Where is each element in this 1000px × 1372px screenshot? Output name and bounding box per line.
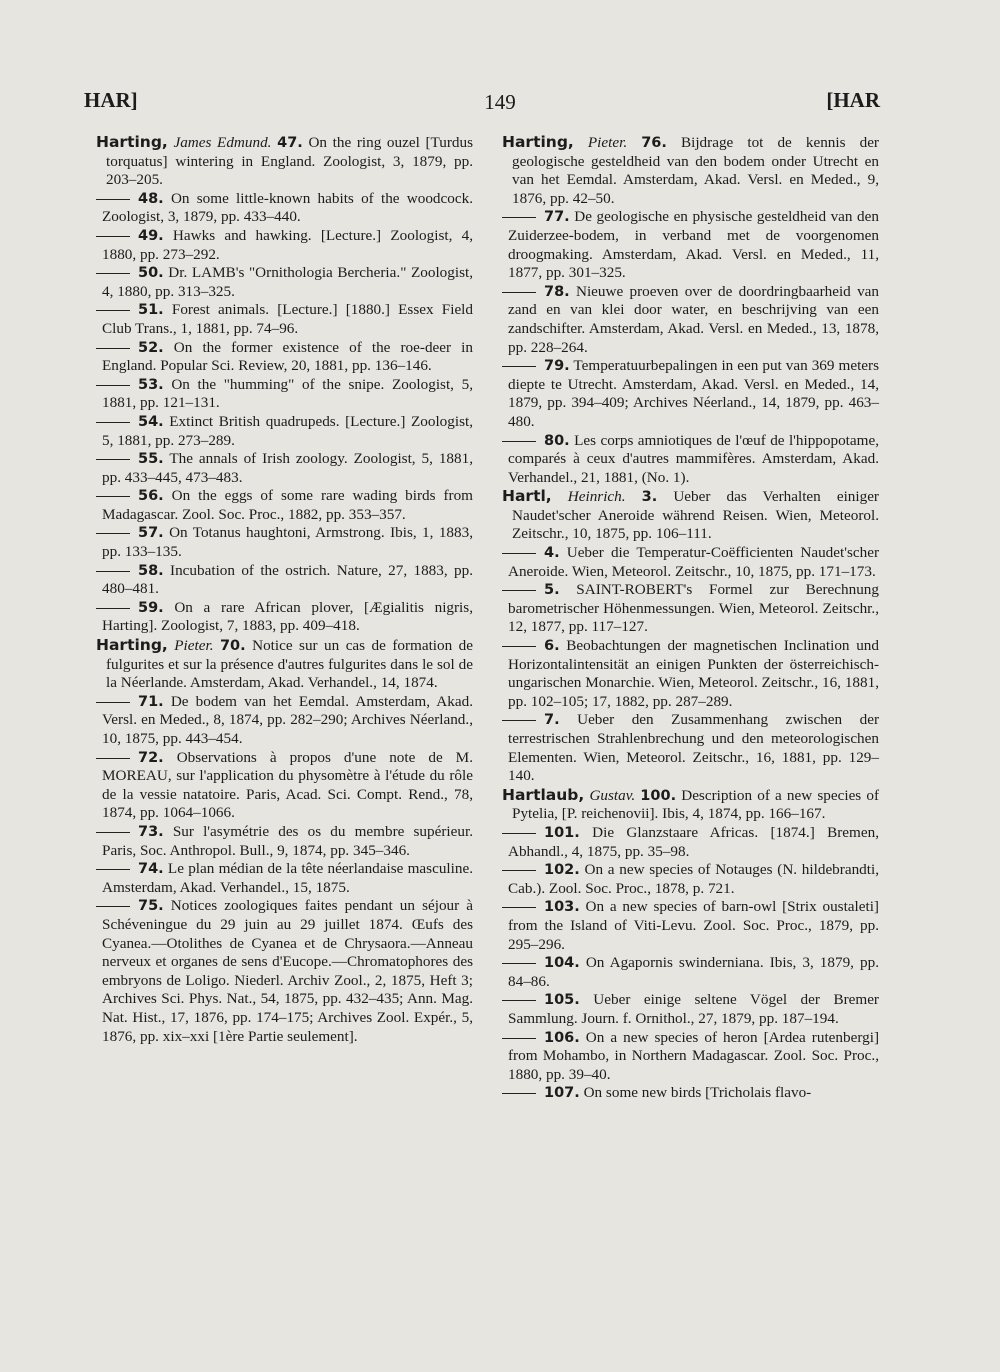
- entry-number: 49.: [138, 227, 164, 244]
- entry-number: 103.: [544, 899, 580, 916]
- entry-number: 47.: [277, 135, 303, 151]
- bibliography-entry: [96, 823, 473, 860]
- ditto-dash: [96, 236, 130, 237]
- entry-number: 80.: [544, 432, 570, 449]
- ditto-dash: [96, 459, 130, 460]
- entry-text: Notice sur un cas de formation de fulgurites et sur la présence d'autres fulgurites dans le sol de la Néerlande. Amsterdam, Akad. Verhandel., 14, 1874.: [106, 637, 473, 692]
- bibliography-entry: [96, 450, 473, 487]
- bibliography-entry: [502, 283, 879, 357]
- entry-number: 73.: [138, 823, 164, 840]
- bibliography-entry: [96, 190, 473, 227]
- entry-number: 105.: [544, 992, 580, 1009]
- entry-number: 6.: [544, 638, 560, 655]
- ditto-dash: [502, 870, 536, 871]
- author-entry: [502, 487, 879, 544]
- author-entry: [502, 786, 879, 824]
- entry-text: On a new species of Notauges (N. hildebrandti, Cab.). Zool. Soc. Proc., 1878, p. 721.: [508, 861, 879, 897]
- bibliography-entry: [502, 824, 879, 861]
- entry-number: 102.: [544, 862, 580, 879]
- bibliography-entry: [502, 898, 879, 954]
- entry-text: Hawks and hawking. [Lecture.] Zoologist, 4, 1880, pp. 273–292.: [102, 226, 473, 263]
- entry-number: 58.: [138, 562, 164, 579]
- entry-text: Le plan médian de la tête néerlandaise masculine. Amsterdam, Akad. Verhandel., 15, 1875.: [102, 860, 473, 896]
- entry-number: 79.: [544, 358, 570, 375]
- running-head-right: [HAR: [826, 88, 880, 112]
- bibliography-entry: [502, 861, 879, 898]
- entry-number: 59.: [138, 599, 164, 616]
- right-column: [502, 133, 879, 1103]
- entry-text: On the ring ouzel [Turdus torquatus] wintering in England. Zoologist, 3, 1879, pp. 203–205.: [106, 134, 474, 189]
- entry-text: Incubation of the ostrich. Nature, 27, 1883, pp. 480–481.: [102, 561, 473, 598]
- bibliography-entry: [96, 860, 473, 897]
- author-given-name: Pieter.: [587, 134, 628, 151]
- ditto-dash: [96, 496, 130, 497]
- page-number: 149: [484, 90, 516, 114]
- entry-text: On the eggs of some rare wading birds from Madagascar. Zool. Soc. Proc., 1882, pp. 353–357.: [102, 487, 473, 523]
- ditto-dash: [502, 292, 536, 293]
- bibliography-entry: [502, 432, 879, 488]
- bibliography-entry: [96, 227, 473, 264]
- entry-text: Bijdrage tot de kennis der geologische gesteldheid van den bodem onder Utrecht en van het Eemdal. Amsterdam, Akad. Versl. en Meded., 9, 1876, pp. 42–50.: [512, 134, 879, 207]
- entry-text: SAINT-ROBERT's Formel zur Berechnung barometrischer Höhenmessungen. Wien, Meteorol. Zeitschr., 12, 1877, pp. 117–127.: [508, 581, 879, 636]
- entry-number: 104.: [544, 955, 580, 972]
- bibliography-entry: [96, 376, 473, 413]
- running-head-left: HAR]: [84, 88, 138, 112]
- ditto-dash: [502, 646, 536, 647]
- entry-text: De geologische en physische gesteldheid van den Zuiderzee-bodem, in verband met de voorgenomen droogmaking. Amsterdam, Akad. Versl. en Meded., 11, 1877, pp. 301–325.: [508, 208, 879, 282]
- bibliography-entry: [96, 693, 473, 749]
- entry-text: On Agapornis swinderniana. Ibis, 3, 1879, pp. 84–86.: [508, 954, 879, 990]
- ditto-dash: [502, 1093, 536, 1094]
- bibliography-entry: [502, 357, 879, 431]
- author-entry: [502, 133, 879, 208]
- bibliography-entry: [96, 562, 473, 599]
- author-given-name: Heinrich.: [567, 488, 626, 506]
- left-column: [96, 133, 473, 1046]
- ditto-dash: [502, 907, 536, 908]
- entry-text: On a new species of barn-owl [Strix oustaleti] from the Island of Viti-Levu. Zool. Soc. Proc., 1879, pp. 295–296.: [508, 898, 879, 953]
- author-surname: Hartl,: [502, 487, 552, 506]
- entry-number: 51.: [138, 302, 164, 319]
- ditto-dash: [502, 217, 536, 218]
- ditto-dash: [96, 310, 130, 311]
- bibliography-entry: [502, 208, 879, 282]
- ditto-dash: [502, 1038, 536, 1039]
- bibliography-entry: [96, 524, 473, 561]
- entry-text: Ueber einige seltene Vögel der Bremer Sammlung. Journ. f. Ornithol., 27, 1879, pp. 187–194.: [508, 991, 879, 1027]
- entry-number: 52.: [138, 339, 164, 356]
- ditto-dash: [96, 273, 130, 274]
- bibliography-entry: [502, 544, 879, 581]
- author-entry: [96, 636, 473, 693]
- ditto-dash: [96, 702, 130, 703]
- entry-number: 101.: [544, 824, 580, 841]
- entry-number: 3.: [641, 489, 658, 506]
- entry-number: 53.: [138, 376, 164, 393]
- bibliography-entry: [96, 264, 473, 301]
- entry-text: Dr. LAMB's "Ornithologia Bercheria." Zoologist, 4, 1880, pp. 313–325.: [102, 264, 473, 300]
- bibliography-entry: [502, 581, 879, 637]
- entry-number: 57.: [138, 525, 164, 542]
- bibliography-entry: [96, 339, 473, 376]
- entry-text: On some little-known habits of the woodcock. Zoologist, 3, 1879, pp. 433–440.: [102, 189, 473, 226]
- entry-text: On a rare African plover, [Ægialitis nigris, Harting]. Zoologist, 7, 1883, pp. 409–418.: [102, 598, 473, 635]
- entry-number: 107.: [544, 1085, 580, 1102]
- entry-text: On a new species of heron [Ardea rutenbergi] from Mohambo, in Northern Madagascar. Zool. Soc. Proc., 1880, pp. 39–40.: [508, 1028, 879, 1083]
- author-surname: Hartlaub,: [502, 785, 585, 804]
- entry-number: 7.: [544, 712, 560, 729]
- ditto-dash: [96, 533, 130, 534]
- ditto-dash: [502, 963, 536, 964]
- entry-number: 5.: [544, 582, 560, 599]
- ditto-dash: [96, 385, 130, 386]
- ditto-dash: [502, 366, 536, 367]
- entry-text: On the "humming" of the snipe. Zoologist, 5, 1881, pp. 121–131.: [102, 375, 473, 412]
- entry-text: Temperatuurbepalingen in een put van 369 meters diepte te Utrecht. Amsterdam, Akad. Versl. en Meded., 14, 1879, pp. 394–409; Archives Néerland., 14, 1879, pp. 463–480.: [508, 357, 879, 430]
- entry-number: 76.: [641, 135, 667, 151]
- entry-text: Les corps amniotiques de l'œuf de l'hippopotame, comparés à ceux d'autres mammifères. Amsterdam, Akad. Verhandel., 21, 1881, (No. 1).: [508, 431, 879, 486]
- ditto-dash: [96, 758, 130, 759]
- author-entry: [96, 133, 473, 190]
- entry-number: 71.: [138, 693, 164, 710]
- bibliography-entry: [502, 1029, 879, 1085]
- bibliography-entry: [96, 301, 473, 338]
- entry-text: Ueber die Temperatur-Coëfficienten Naudet'scher Aneroide. Wien, Meteorol. Zeitschr., 10, 1875, pp. 171–173.: [508, 544, 879, 580]
- bibliography-entry: [96, 599, 473, 636]
- author-given-name: James Edmund.: [173, 134, 272, 151]
- entry-text: Ueber das Verhalten einiger Naudet'scher Aneroide während Reisen. Wien, Meteorol. Zeitschr., 10, 1875, pp. 106–111.: [512, 488, 879, 543]
- ditto-dash: [502, 1000, 536, 1001]
- entry-number: 106.: [544, 1029, 580, 1046]
- entry-number: 100.: [640, 787, 677, 804]
- entry-number: 78.: [544, 283, 570, 300]
- entry-number: 72.: [138, 749, 164, 766]
- ditto-dash: [502, 720, 536, 721]
- ditto-dash: [96, 832, 130, 833]
- entry-text: Description of a new species of Pytelia, [P. reichenovii]. Ibis, 4, 1874, pp. 166–167.: [512, 786, 880, 823]
- ditto-dash: [96, 608, 130, 609]
- ditto-dash: [96, 906, 130, 907]
- entry-text: On Totanus haughtoni, Armstrong. Ibis, 1, 1883, pp. 133–135.: [102, 524, 473, 561]
- bibliography-entry: [502, 991, 879, 1028]
- ditto-dash: [96, 348, 130, 349]
- entry-text: Forest animals. [Lecture.] [1880.] Essex Field Club Trans., 1, 1881, pp. 74–96.: [102, 301, 473, 337]
- bibliography-entry: [96, 413, 473, 450]
- entry-text: Beobachtungen der magnetischen Inclination und Horizontalintensität an einigen Punkten der österreichisch-ungarischen Monarchie. Wien, Meteorol. Zeitschr., 16, 1881, pp. 102–105; 17, 1882, pp. 287–289.: [508, 637, 879, 710]
- ditto-dash: [96, 199, 130, 200]
- bibliography-entry: [502, 711, 879, 785]
- ditto-dash: [502, 590, 536, 591]
- bibliography-entry: [96, 897, 473, 1046]
- entry-number: 70.: [219, 638, 246, 655]
- entry-text: De bodem van het Eemdal. Amsterdam, Akad. Versl. en Meded., 8, 1874, pp. 282–290; Archives Néerland., 10, 1875, pp. 443–454.: [102, 692, 473, 747]
- author-surname: Harting,: [96, 133, 168, 151]
- entry-number: 54.: [138, 413, 164, 430]
- bibliography-entry: [502, 637, 879, 711]
- entry-text: Ueber den Zusammenhang zwischen der terrestrischen Strahlenbrechung und den meteorologischen Elementen. Wien, Meteorol. Zeitschr., 16, 1881, pp. 129–140.: [508, 711, 879, 785]
- entry-number: 77.: [544, 209, 570, 226]
- author-surname: Harting,: [502, 133, 574, 151]
- entry-text: The annals of Irish zoology. Zoologist, 5, 1881, pp. 433–445, 473–483.: [102, 450, 473, 486]
- entry-text: Observations à propos d'une note de M. MOREAU, sur l'application du physomètre à l'étude du rôle de la vessie natatoire. Paris, Acad. Sci. Compt. Rend., 78, 1874, pp. 1064–1066.: [102, 748, 473, 822]
- entry-text: On the former existence of the roe-deer in England. Popular Sci. Review, 20, 1881, pp. 136–146.: [102, 338, 473, 375]
- entry-number: 50.: [138, 265, 164, 282]
- entry-text: On some new birds [Tricholais flavo-: [579, 1084, 812, 1102]
- ditto-dash: [502, 833, 536, 834]
- ditto-dash: [502, 441, 536, 442]
- entry-text: Die Glanzstaare Africas. [1874.] Bremen, Abhandl., 4, 1875, pp. 35–98.: [508, 823, 879, 860]
- ditto-dash: [96, 422, 130, 423]
- bibliography-entry: [502, 954, 879, 991]
- entry-text: Nieuwe proeven over de doordringbaarheid van zand en van klei door water, en beschrijving van een zandschifter. Amsterdam, Akad. Versl. en Meded., 13, 1878, pp. 228–264.: [508, 282, 879, 356]
- entry-text: Notices zoologiques faites pendant un séjour à Schéveningue du 29 juin au 29 juillet 1874. Œufs des Cyanea.—Otolithes de Cyanea et de Chrysaora.—Anneau nerveux et organes de sens d'Eucope.—Chromatophores des embryons de Loligo. Niederl. Archiv Zool., 2, 1875, Heft 3; Archives Sci. Phys. Nat., 54, 1875, pp. 432–435; Ann. Mag. Nat. Hist., 17, 1876, pp. 174–175; Archives Zool. Expér., 5, 1876, pp. xix–xxi [1ère Partie seulement].: [102, 897, 473, 1045]
- author-surname: Harting,: [96, 636, 168, 655]
- bibliography-entry: [96, 487, 473, 524]
- entry-number: 75.: [138, 898, 164, 915]
- bibliography-entry: [96, 749, 473, 823]
- entry-number: 55.: [138, 451, 164, 468]
- ditto-dash: [96, 571, 130, 572]
- author-given-name: Gustav.: [589, 786, 636, 804]
- author-given-name: Pieter.: [174, 637, 214, 655]
- bibliography-entry: [502, 1084, 879, 1103]
- entry-number: 48.: [138, 190, 164, 207]
- ditto-dash: [96, 869, 130, 870]
- entry-number: 56.: [138, 488, 164, 505]
- entry-number: 4.: [544, 545, 560, 562]
- entry-text: Sur l'asymétrie des os du membre supérieur. Paris, Soc. Anthropol. Bull., 9, 1874, pp. 345–346.: [102, 822, 473, 859]
- entry-number: 74.: [138, 861, 164, 878]
- ditto-dash: [502, 553, 536, 554]
- entry-text: Extinct British quadrupeds. [Lecture.] Zoologist, 5, 1881, pp. 273–289.: [102, 412, 473, 449]
